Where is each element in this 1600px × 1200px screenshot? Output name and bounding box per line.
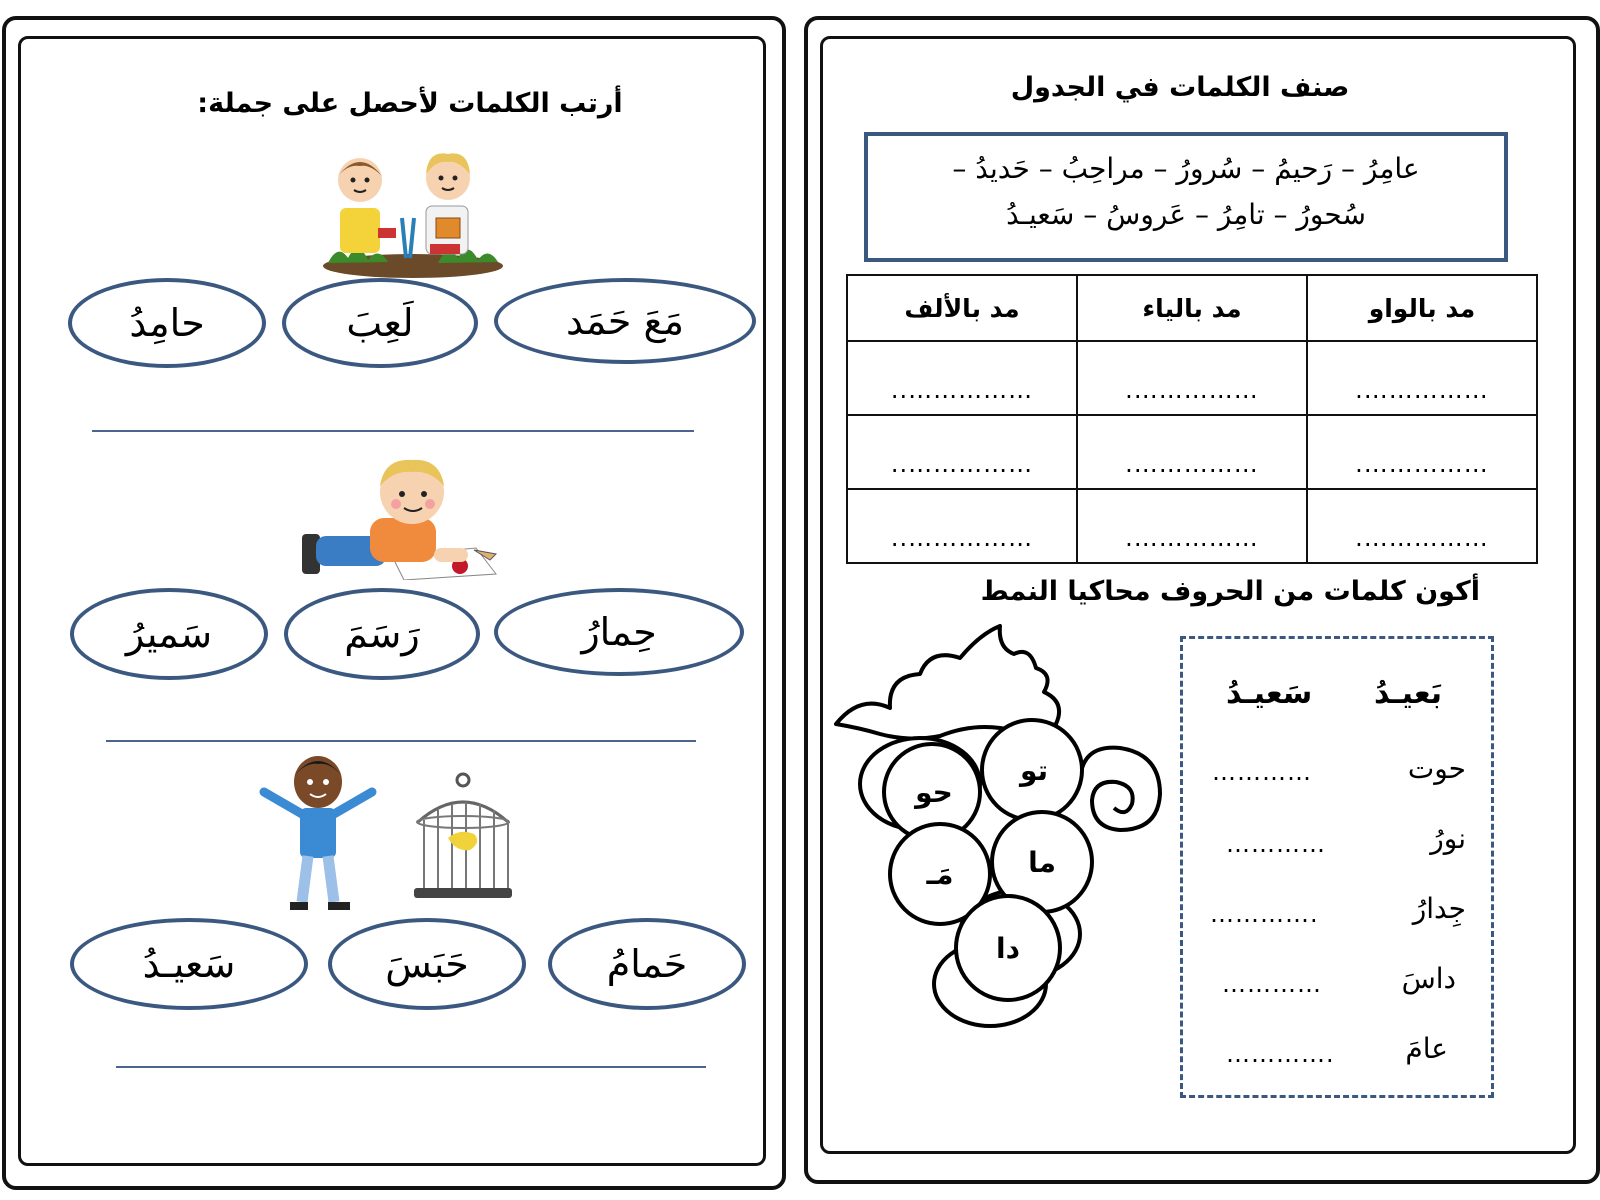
boy-drawing-illustration bbox=[300, 456, 506, 580]
word-oval[interactable]: رَسَمَ bbox=[284, 588, 480, 680]
table-row bbox=[847, 415, 1537, 489]
pattern-item-blank[interactable]: ………… bbox=[1212, 758, 1312, 786]
table-cell[interactable]: …………….. bbox=[847, 415, 1077, 489]
pattern-item-word: عامَ bbox=[1405, 1032, 1448, 1065]
table-cell[interactable]: …………….. bbox=[847, 341, 1077, 415]
grape-syllable: تو bbox=[1019, 754, 1049, 787]
table-cell[interactable]: ……………. bbox=[1077, 489, 1307, 563]
table-cell[interactable]: ……………. bbox=[1307, 489, 1537, 563]
boy-waving-illustration bbox=[256, 752, 380, 914]
word-oval[interactable]: حَبَسَ bbox=[328, 918, 526, 1010]
grape-syllable: مَـ bbox=[926, 858, 954, 891]
table-cell[interactable]: ……………. bbox=[1077, 341, 1307, 415]
bird-cage-illustration bbox=[408, 772, 518, 902]
table-cell[interactable]: ……………. bbox=[1307, 415, 1537, 489]
grapes-illustration bbox=[830, 624, 1180, 1048]
word-bank-line-1: عامِرُ – رَحيمُ – سُرورُ – مراحِبُ – حَديدُ – bbox=[952, 152, 1420, 185]
word-oval[interactable]: حامِدُ bbox=[68, 278, 266, 368]
answer-line[interactable] bbox=[116, 1066, 706, 1068]
table-cell[interactable]: …………….. bbox=[847, 489, 1077, 563]
word-bank-box bbox=[864, 132, 1508, 262]
table-header-alef: مد بالألف bbox=[847, 275, 1077, 341]
word-oval[interactable]: حَمامُ bbox=[548, 918, 746, 1010]
word-bank-line-2: سُحورُ – تامِرُ – عَروسُ – سَعيـدُ bbox=[1006, 198, 1366, 231]
pattern-item-word: حوت bbox=[1407, 752, 1466, 785]
pattern-item-blank[interactable]: ………… bbox=[1226, 830, 1326, 858]
table-cell[interactable]: ……………. bbox=[1077, 415, 1307, 489]
table-header-waw: مد بالواو bbox=[1307, 275, 1537, 341]
word-oval[interactable]: حِمارُ bbox=[494, 588, 744, 676]
pattern-item-word: جِدارُ bbox=[1412, 892, 1466, 925]
pattern-item-word: داسَ bbox=[1401, 962, 1456, 995]
word-oval[interactable]: سَعيـدُ bbox=[70, 918, 308, 1010]
kids-playing-illustration bbox=[318, 148, 508, 278]
table-row bbox=[847, 489, 1537, 563]
classification-table bbox=[846, 274, 1538, 564]
answer-line[interactable] bbox=[92, 430, 694, 432]
pattern-item-blank[interactable]: …………. bbox=[1226, 1040, 1335, 1068]
answer-line[interactable] bbox=[106, 740, 696, 742]
grape-syllable: ما bbox=[1028, 846, 1056, 879]
pattern-example-word: بَعيـدُ bbox=[1374, 676, 1443, 711]
table-cell[interactable]: ……………. bbox=[1307, 341, 1537, 415]
word-oval[interactable]: مَعَ حَمَد bbox=[494, 278, 756, 364]
table-header-yaa: مد بالياء bbox=[1077, 275, 1307, 341]
classify-title: صنف الكلمات في الجدول bbox=[1010, 72, 1350, 103]
word-oval[interactable]: سَميرُ bbox=[70, 588, 268, 680]
pattern-item-word: نورُ bbox=[1430, 822, 1466, 855]
left-panel-title: أرتب الكلمات لأحصل على جملة: bbox=[197, 88, 623, 119]
grape-syllable: حو bbox=[915, 776, 953, 809]
table-row bbox=[847, 341, 1537, 415]
word-oval[interactable]: لَعِبَ bbox=[282, 278, 478, 368]
pattern-item-blank[interactable]: ………… bbox=[1222, 970, 1322, 998]
pattern-item-blank[interactable]: …………. bbox=[1210, 900, 1319, 928]
grape-syllable: دا bbox=[996, 932, 1020, 965]
pattern-example-result: سَعيـدُ bbox=[1226, 676, 1313, 711]
pattern-title: أكون كلمات من الحروف محاكيا النمط bbox=[980, 576, 1480, 607]
